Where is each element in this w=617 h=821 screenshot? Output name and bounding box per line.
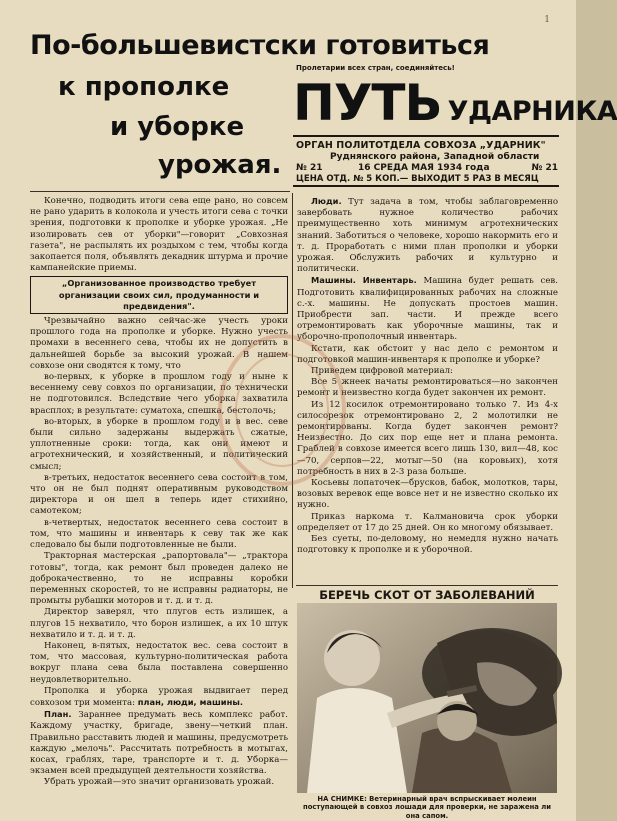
- masthead-title-small: УДАРНИКА: [447, 96, 617, 127]
- main-headline: По-большевистски готовиться: [30, 30, 490, 61]
- left-paragraph: Прополка и уборка урожая выдвигает перед совхозом три момента: план, люди, машины.: [30, 685, 288, 708]
- masthead-bottom-rule: [293, 185, 559, 187]
- quote-box: [30, 276, 288, 314]
- masthead-motto: Пролетарии всех стран, соединяйтесь!: [296, 64, 455, 72]
- page-number: 1: [544, 15, 550, 25]
- left-paragraph: План. Зараннее предумать весь комплекс работ. Каждому участку, бригаде, звену—четкий план. Правильно расставить людей и машины, предусмотреть каждую „мелочь". Рассчитать потребность в мотыгах, косах, граблях, таре, транспорте и т. д. Уборка—экзамен всей предыдущей деятельности хозяйства.: [30, 709, 288, 777]
- right-paragraph: Из 12 косилок отремонтировано только 7. Из 4-х силосорезок отремонтировано 2, 2 молотилки не ремонтированы. Когда будет закончен ремонт? Неизвестно. До сих пор еще нет и плана ремонта. Граблей в совхозе имеется всего лишь 130, вил—48, кос—70, серпов—22, мотыг—50 (на коровьих), хотя потребность в них в 2-3 раза больше.: [297, 399, 558, 477]
- bold-term: Люди.: [311, 196, 342, 206]
- right-paragraph: Косьевы лопаточек—брусков, бабок, молотков, тары, возовых веревок еще вовсе нет и не известно сколько их нужно.: [297, 478, 558, 511]
- caption-text: Ветеринарный врач вспрыскивает молеин поступающей в совхоз лошади для проверки, не заражена ли она сапом.: [303, 795, 551, 820]
- bold-term: План.: [44, 709, 72, 720]
- column-divider: [292, 193, 293, 588]
- left-paragraph: во-вторых, в уборке в прошлом году и в вес. севе были сильно задержаны выдержать сжатые, уплотненные сроки: тогда, как они имеют и агротехнический, и хозяйственный, и политический смысл;: [30, 416, 288, 472]
- issue-date: 16 СРЕДА МАЯ 1934 года: [358, 163, 490, 173]
- bold-term: план, люди, машины.: [137, 696, 243, 707]
- left-top-rule: [30, 191, 290, 192]
- left-paragraph: Тракторная мастерская „рапортовала"— „трактора готовы", тогда, как ремонт был проведен далеко не доброкачественно, то не исправны коробки переменных скоростей, то не исправны радиаторы, не промыты рубашки моторов и т. д. и т. д.: [30, 551, 288, 607]
- masthead-region: Руднянского района, Западной области: [330, 152, 540, 162]
- left-paragraph: в-четвертых, недостаток весеннего сева состоит в том, что машины и инвентарь к севу так же как следовало бы были подготовленные не были.: [30, 517, 288, 551]
- caption-label: НА СНИМКЕ:: [317, 795, 367, 803]
- veterinary-photo: [297, 603, 557, 793]
- masthead-title-big: ПУТЬ: [293, 74, 442, 132]
- masthead-title: [293, 73, 617, 133]
- headline-line-3: и уборке: [110, 112, 245, 142]
- left-paragraph: во-первых, к уборке в прошлом году и ныне к весеннему севу совхоз по организации, по технически не подготовился. Вследствие чего уборка захватила врасплох; в результате: суматоха, спешка, бестолочь;: [30, 372, 288, 416]
- right-paragraph: Люди. Тут задача в том, чтобы заблаговременно завербовать нужное количество рабочих преимущественно хоть минимум агротехнических знаний. Заботиться о человеке, хорошо накормить его и т. д. Проработать с ними план прополки и уборки урожая. Обслужить рабочих и культурно и политически.: [297, 196, 559, 275]
- masthead-organ: ОРГАН ПОЛИТОТДЕЛА СОВХОЗА „УДАРНИК": [296, 140, 546, 151]
- left-paragraph: Наконец, в-пятых, недостаток вес. сева состоит в том, что массовая, культурно-политическая работа вокруг плана сева была поставлена совершенно неудовлетворительно.: [30, 640, 288, 685]
- right-paragraph: Без суеты, по-деловому, но немедля нужно начать подготовку к прополке и к уборочной.: [297, 534, 558, 556]
- section-title: БЕРЕЧЬ СКОТ ОТ ЗАБОЛЕВАНИЙ: [319, 588, 535, 602]
- section-rule: [296, 585, 558, 586]
- right-paragraph: Машины. Инвентарь. Машина будет решать сев. Подготовить квалифицированных рабочих на сложные с.-х. машины. Не допускать простоев машин. Приобрести зап. части. И прежде всего отремонтировать как уборочные машины, так и уборочно-прополочный инвентарь.: [297, 275, 558, 343]
- headline-line-4: урожая.: [158, 150, 282, 180]
- left-paragraph: Директор заверял, что плугов есть излишек, а плугов 15 нехватило, что борон излишек, а их 10 штук нехватило и т. д. и т. д.: [30, 607, 288, 640]
- left-paragraph: Убрать урожай—это значит организовать урожай.: [44, 777, 275, 788]
- photo-illustration: [297, 603, 557, 793]
- quote-text: „Организованное производство требует организации своих сил, продуманности и предвидения".: [58, 278, 260, 311]
- left-paragraph: Конечно, подводить итоги сева еще рано, но совсем не рано ударить в колокола и учесть итоги сева с точки зрения, подготовки к прополке и уборке урожая. „Не изолировать сев от уборки"—говорит „Совхозная газета", не распылять их роздыхом с тем, чтобы когда закопается поля, объявлять декадник штурма и прочие кампанейские приемы.: [30, 196, 288, 274]
- headline-line-2: к прополке: [58, 72, 230, 102]
- left-column: [30, 196, 288, 801]
- left-paragraph: в-третьих, недостаток весеннего сева состоит в том, что он не был поднят оперативным руководством директора и он шел в теперь идет стихийно, самотеком;: [30, 472, 288, 517]
- issue-number: № 21: [296, 163, 323, 173]
- issue-number-right: № 21: [531, 163, 558, 173]
- right-paragraph: Приказ наркома т. Калмановича срок уборки определяет от 17 до 25 дней. Он ко многому обязывает.: [297, 511, 558, 533]
- right-paragraph: Все 5 жнеек начаты ремонтироваться—но закончен ремонт и неизвестно когда будет закончен их ремонт.: [297, 377, 558, 399]
- masthead-rule: [293, 135, 559, 137]
- left-paragraph: Чрезвычайно важно сейчас-же учесть уроки прошлого года на прополке и уборке. Нужно учесть промахи в весеннего сева, чтобы их не допустить в дальнейшей борьбе за высокий урожай. В нашем совхозе они сводятся к тому, что: [30, 316, 288, 371]
- right-paragraph: Кстати, как обстоит у нас дело с ремонтом и подготовкой машин-инвентаря к прополке и уборке?: [297, 343, 558, 365]
- bold-term: Машины. Инвентарь.: [311, 275, 417, 286]
- right-column: [297, 196, 558, 584]
- price-line: ЦЕНА ОТД. № 5 КОП.— ВЫХОДИТ 5 РАЗ В МЕСЯЦ: [296, 174, 539, 184]
- right-paragraph: Приведем цифровой материал:: [311, 366, 453, 377]
- photo-caption: [296, 795, 558, 820]
